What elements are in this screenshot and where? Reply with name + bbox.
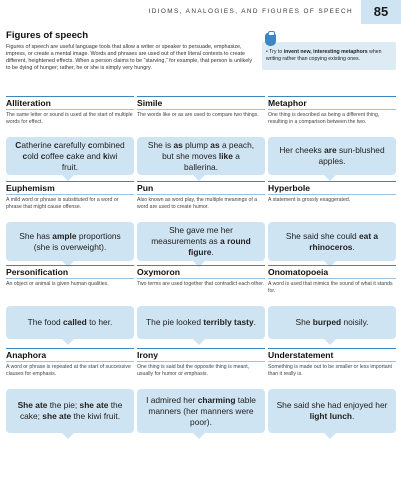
card-header bbox=[268, 181, 396, 195]
bubble-tail bbox=[62, 433, 74, 439]
example-segment: plump bbox=[182, 139, 211, 150]
example-emphasis: are bbox=[324, 145, 337, 155]
example-emphasis: eat a rhinoceros bbox=[309, 230, 379, 252]
card-title: Hyperbole bbox=[268, 183, 311, 193]
example-text bbox=[145, 225, 257, 258]
card-title: Irony bbox=[137, 350, 159, 360]
example-text bbox=[28, 317, 113, 328]
figure-card-anaphora bbox=[6, 348, 134, 433]
example-segment: ombined bbox=[92, 139, 125, 150]
example-segment: She said she had enjoyed her bbox=[276, 400, 388, 410]
example-bubble bbox=[137, 389, 265, 433]
card-title: Oxymoron bbox=[137, 267, 180, 277]
example-segment: table manners (her manners were poor). bbox=[148, 394, 256, 427]
section-title: IDIOMS, ANALOGIES, AND FIGURES OF SPEECH bbox=[148, 8, 353, 15]
example-text bbox=[276, 231, 388, 253]
card-description: Something is made out to be smaller or less important than it really is. bbox=[268, 364, 392, 377]
card-title: Personification bbox=[6, 267, 69, 277]
example-emphasis: called bbox=[63, 317, 87, 327]
example-segment: . bbox=[352, 411, 355, 421]
figure-card-simile bbox=[137, 96, 265, 175]
example-segment: iwi fruit. bbox=[61, 150, 118, 172]
example-emphasis: a round figure bbox=[188, 236, 251, 257]
example-bubble bbox=[137, 137, 265, 175]
card-header bbox=[137, 96, 265, 110]
figure-card-euphemism bbox=[6, 181, 134, 261]
example-emphasis: as bbox=[173, 139, 183, 150]
card-title: Pun bbox=[137, 183, 154, 193]
example-emphasis: k bbox=[103, 150, 108, 161]
card-header bbox=[6, 348, 134, 362]
example-segment: the kiwi fruit. bbox=[71, 411, 121, 421]
example-emphasis: c bbox=[53, 139, 59, 150]
example-text bbox=[276, 145, 388, 167]
card-header bbox=[6, 265, 134, 279]
example-emphasis: c bbox=[66, 150, 71, 161]
example-bubble bbox=[268, 306, 396, 339]
card-description: Also known as word play, the multiple meanings of a word are used to create humor. bbox=[137, 197, 258, 210]
example-segment: She bbox=[295, 317, 313, 327]
example-emphasis: terribly tasty bbox=[203, 317, 254, 327]
example-emphasis: ample bbox=[52, 230, 77, 241]
figure-card-irony bbox=[137, 348, 265, 433]
figure-card-personification bbox=[6, 265, 134, 339]
example-emphasis: as bbox=[210, 139, 220, 150]
example-segment: . bbox=[253, 317, 256, 327]
example-text bbox=[296, 317, 369, 328]
example-segment: a ballerina. bbox=[184, 150, 240, 172]
figure-card-alliteration bbox=[6, 96, 134, 175]
example-text bbox=[14, 400, 126, 422]
card-header bbox=[137, 181, 265, 195]
bubble-tail bbox=[193, 339, 205, 345]
figure-card-metaphor bbox=[268, 96, 396, 175]
example-segment: . bbox=[352, 241, 355, 252]
intro-heading: Figures of speech bbox=[6, 30, 89, 41]
page-header bbox=[0, 0, 401, 24]
example-segment: the pie; bbox=[47, 400, 80, 410]
card-header bbox=[137, 348, 265, 362]
card-description: Two terms are used together that contradict each other. bbox=[137, 281, 265, 287]
example-text bbox=[145, 140, 257, 173]
page-number: 85 bbox=[361, 0, 401, 24]
example-bubble bbox=[6, 389, 134, 433]
card-title: Onomatopoeia bbox=[268, 267, 329, 277]
card-description: One thing is said but the opposite thing is meant, usually for humor or emphasis. bbox=[137, 364, 250, 377]
figure-card-pun bbox=[137, 181, 265, 261]
card-title: Understatement bbox=[268, 350, 334, 360]
example-emphasis: like bbox=[218, 150, 233, 161]
example-text bbox=[146, 317, 256, 328]
example-segment: Her cheeks bbox=[279, 145, 325, 155]
example-segment: offee bbox=[45, 150, 67, 161]
example-segment: old bbox=[27, 150, 41, 161]
card-header bbox=[6, 96, 134, 110]
example-emphasis: c bbox=[87, 139, 93, 150]
example-segment: proportions (she is overweight). bbox=[33, 230, 121, 252]
card-description: One thing is described as being a different thing, resulting in a comparison between the two. bbox=[268, 112, 380, 125]
example-segment: arefully bbox=[58, 139, 88, 150]
example-segment: sun-blushed apples. bbox=[318, 145, 385, 166]
bubble-tail bbox=[324, 433, 336, 439]
card-description: A statement is grossly exaggerated. bbox=[268, 197, 351, 203]
example-bubble bbox=[137, 306, 265, 339]
example-bubble bbox=[137, 222, 265, 261]
example-segment: noisily. bbox=[341, 317, 369, 327]
tip-suffix: when writing rather than copying existing ones. bbox=[266, 49, 382, 62]
example-bubble bbox=[268, 222, 396, 261]
bubble-tail bbox=[62, 339, 74, 345]
card-description: A word or phrase is repeated at the start of successive clauses for emphasis. bbox=[6, 364, 131, 377]
card-title: Anaphora bbox=[6, 350, 47, 360]
example-bubble bbox=[6, 306, 134, 339]
example-segment: The pie looked bbox=[146, 317, 204, 327]
example-segment: . bbox=[211, 247, 214, 257]
card-header bbox=[6, 181, 134, 195]
card-header bbox=[268, 265, 396, 279]
example-bubble bbox=[6, 137, 134, 175]
example-segment: She has bbox=[19, 230, 53, 241]
example-segment: She is bbox=[147, 139, 174, 150]
tip-prefix: • Try to bbox=[266, 49, 284, 55]
card-title: Euphemism bbox=[6, 183, 55, 193]
card-header bbox=[268, 348, 396, 362]
figure-card-understatement bbox=[268, 348, 396, 433]
bubble-tail bbox=[193, 433, 205, 439]
example-text bbox=[276, 400, 388, 422]
example-emphasis: She ate bbox=[17, 400, 48, 410]
example-emphasis: c bbox=[40, 150, 46, 161]
example-bubble bbox=[268, 389, 396, 433]
card-title: Simile bbox=[137, 98, 163, 108]
example-bubble bbox=[6, 222, 134, 261]
figure-card-onomatopoeia bbox=[268, 265, 396, 339]
example-text bbox=[14, 231, 126, 253]
example-segment: ake and bbox=[70, 150, 104, 161]
example-emphasis: she ate bbox=[42, 411, 72, 421]
example-emphasis: charming bbox=[197, 394, 236, 405]
example-segment: She said she could bbox=[285, 230, 359, 241]
card-title: Metaphor bbox=[268, 98, 307, 108]
card-description: An object or animal is given human qualities. bbox=[6, 281, 109, 287]
example-emphasis: she ate bbox=[79, 400, 109, 410]
example-emphasis: C bbox=[15, 139, 22, 150]
card-description: A word is used that mimics the sound of what it stands for. bbox=[268, 281, 393, 294]
tip-text bbox=[266, 49, 396, 62]
card-description: The words like or as are used to compare two things. bbox=[137, 112, 259, 118]
example-segment: a peach, but she moves bbox=[162, 139, 255, 161]
card-description: The same letter or sound is used at the start of multiple words for effect. bbox=[6, 112, 133, 125]
example-segment: I admired her bbox=[146, 394, 198, 405]
bubble-tail bbox=[324, 339, 336, 345]
example-text bbox=[145, 395, 257, 428]
example-emphasis: burped bbox=[312, 317, 342, 327]
card-title: Alliteration bbox=[6, 98, 51, 108]
card-header bbox=[137, 265, 265, 279]
example-text bbox=[14, 140, 126, 173]
notebook-icon bbox=[265, 33, 276, 46]
example-segment: atherine bbox=[21, 139, 54, 150]
example-segment: The food bbox=[27, 317, 64, 327]
example-bubble bbox=[268, 137, 396, 175]
example-segment: She gave me her measurements as bbox=[151, 225, 233, 246]
card-header bbox=[268, 96, 396, 110]
intro-section bbox=[6, 30, 258, 72]
tip-bold: invent new, interesting metaphors bbox=[283, 49, 368, 55]
figure-card-oxymoron bbox=[137, 265, 265, 339]
example-segment: the cake; bbox=[19, 400, 123, 421]
figure-card-hyperbole bbox=[268, 181, 396, 261]
example-emphasis: light lunch bbox=[309, 411, 352, 421]
card-description: A mild word or phrase is substituted for a word or phrase that might cause offense. bbox=[6, 197, 119, 210]
example-segment: to her. bbox=[86, 317, 113, 327]
example-emphasis: c bbox=[22, 150, 28, 161]
intro-body: Figures of speech are useful language tools that allow a writer or speaker to persuade, emphasize, impress, or create a mental image. Words and phrases are used out of their literal contexts to create different, heightened effects. When a person claims to be “starving,” for example, that person is unlikely to be dying of hunger; rather, he or she is simply very hungry. bbox=[6, 44, 253, 71]
